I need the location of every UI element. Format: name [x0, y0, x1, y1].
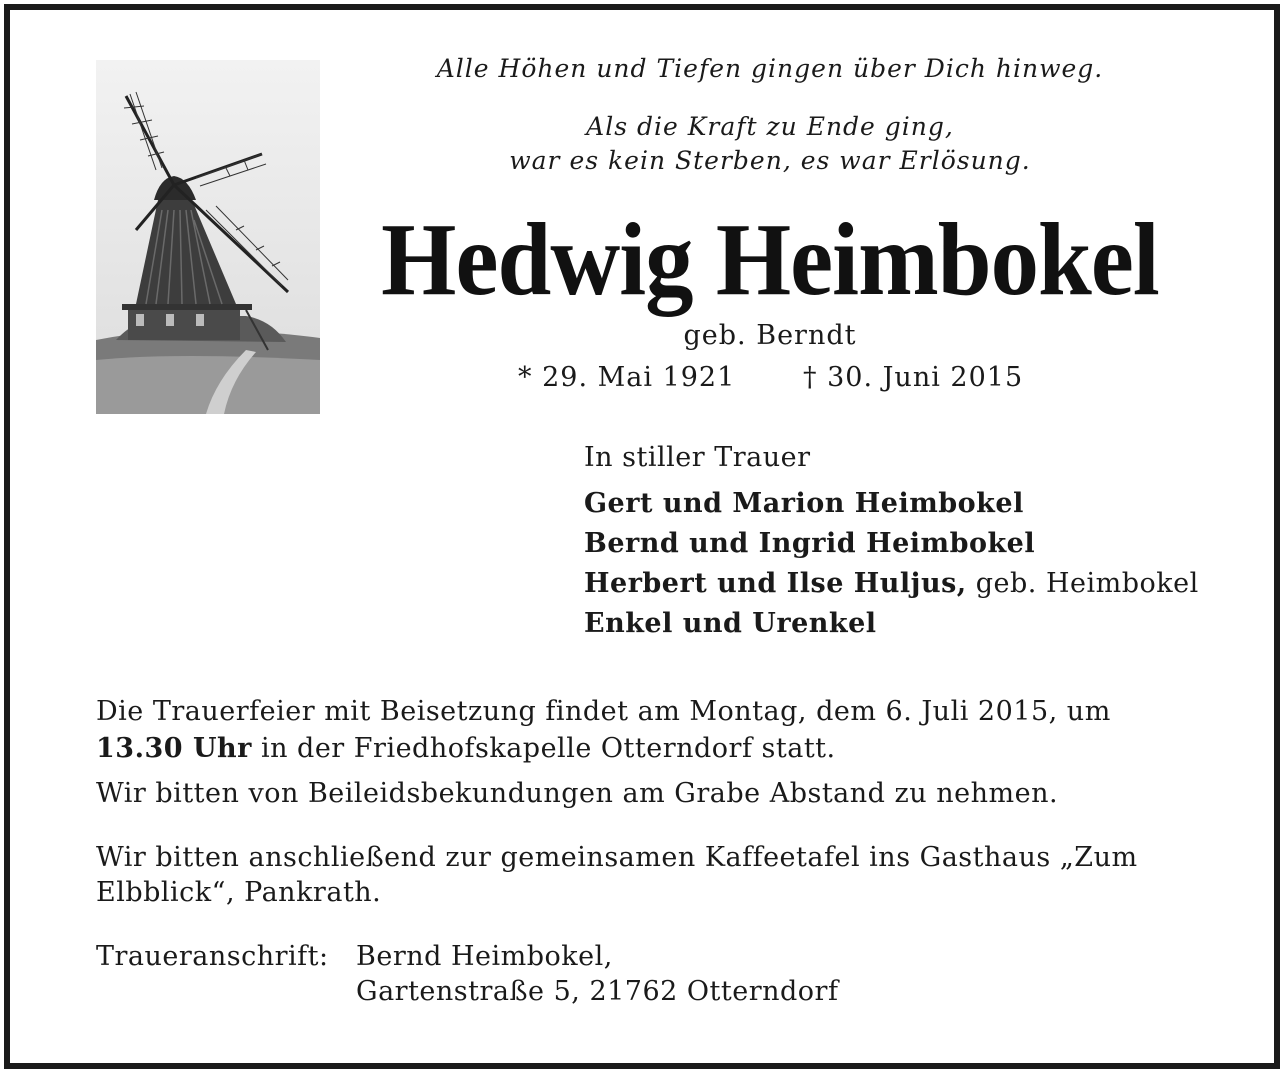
funeral-line-1: Die Trauerfeier mit Beisetzung findet am Montag, dem 6. Juli 2015, um: [96, 696, 1111, 727]
mourner-2: Bernd und Ingrid Heimbokel: [584, 528, 1036, 559]
condolence-note: Wir bitten von Beileidsbekundungen am Grabe Abstand zu nehmen.: [96, 778, 1059, 809]
coffee-line-2: Elbblick“, Pankrath.: [96, 877, 382, 908]
mourning-intro: In stiller Trauer: [584, 442, 811, 473]
birth-name: geb. Berndt: [683, 320, 857, 351]
mourner-3: [584, 564, 1199, 604]
mourner-3-name: Herbert und Ilse Huljus,: [584, 568, 967, 599]
funeral-time: 13.30 Uhr: [96, 733, 252, 764]
verse-line-2: Als die Kraft zu Ende ging,: [586, 112, 954, 141]
coffee-line-1: Wir bitten anschließend zur gemeinsamen Kaffeetafel ins Gasthaus „Zum: [96, 842, 1138, 873]
address-label: Traueranschrift:: [96, 941, 329, 972]
funeral-location: in der Friedhofskapelle Otterndorf statt.: [251, 733, 836, 764]
funeral-line-2: [96, 730, 1186, 767]
mourner-4: Enkel und Urenkel: [584, 608, 877, 639]
death-date: † 30. Juni 2015: [803, 362, 1024, 393]
verse-line-3: war es kein Sterben, es war Erlösung.: [509, 146, 1031, 175]
birth-date: * 29. Mai 1921: [518, 362, 736, 393]
mourner-1: Gert und Marion Heimbokel: [584, 488, 1024, 519]
mourner-3-birth-name: geb. Heimbokel: [966, 568, 1199, 599]
address-line-1: Bernd Heimbokel,: [356, 941, 613, 972]
verse-line-1: Alle Höhen und Tiefen gingen über Dich hinweg.: [436, 54, 1104, 83]
deceased-name: Hedwig Heimbokel: [381, 202, 1159, 317]
windmill-icon: [96, 60, 320, 414]
address-line-2: Gartenstraße 5, 21762 Otterndorf: [356, 976, 839, 1007]
